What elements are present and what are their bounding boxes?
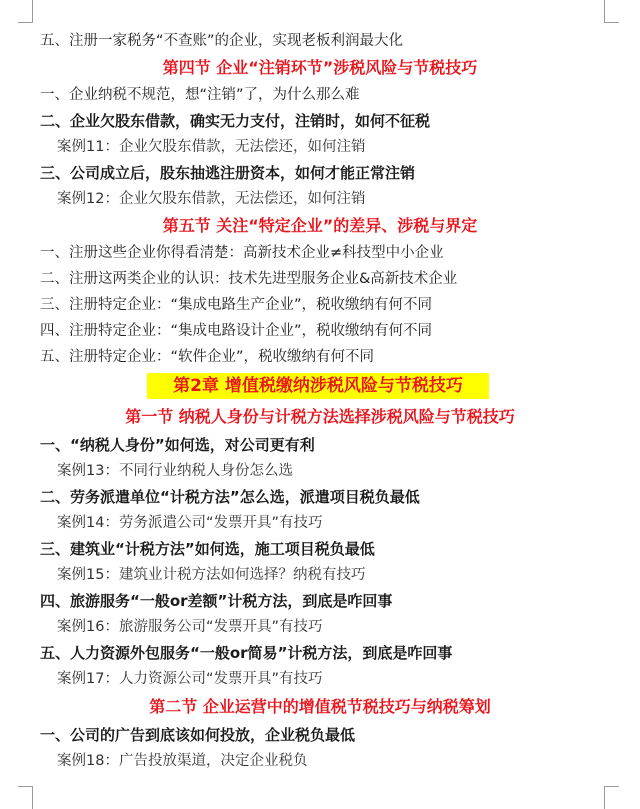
case-item: 案例13：不同行业纳税人身份怎么选: [57, 463, 293, 479]
crop-mark-bottom-right: [604, 786, 619, 809]
section-heading: 第五节 关注“特定企业”的差异、涉税与界定: [162, 216, 478, 235]
toc-item-bold: 二、企业欠股东借款，确实无力支付，注销时，如何不征税: [40, 112, 431, 130]
section-heading: 第四节 企业“注销环节”涉税风险与节税技巧: [162, 58, 478, 77]
toc-item: 一、注册这些企业你得看清楚：高新技术企业≠科技型中小企业: [40, 245, 444, 261]
toc-item-bold: 二、劳务派遣单位“计税方法”怎么选，派遣项目税负最低: [40, 488, 420, 506]
toc-item: 一、企业纳税不规范，想“注销”了，为什么那么难: [40, 87, 360, 103]
toc-item-bold: 一、“纳税人身份”如何选，对公司更有利: [40, 436, 315, 454]
toc-item: 五、注册一家税务“不查账”的企业，实现老板利润最大化: [40, 33, 404, 49]
case-item: 案例17：人力资源公司“发票开具”有技巧: [57, 671, 323, 687]
toc-item-bold: 三、建筑业“计税方法”如何选，施工项目税负最低: [40, 540, 375, 558]
toc-item-bold: 五、人力资源外包服务“一般or简易”计税方法，到底是咋回事: [40, 644, 453, 662]
toc-item-bold: 四、旅游服务“一般or差额”计税方法，到底是咋回事: [40, 592, 393, 610]
toc-item-bold: 一、公司的广告到底该如何投放，企业税负最低: [40, 726, 356, 744]
case-item: 案例16：旅游服务公司“发票开具”有技巧: [57, 619, 323, 635]
chapter-highlight: 第2章 增值税缴纳涉税风险与节税技巧: [147, 373, 489, 399]
crop-mark-top-left: [18, 0, 33, 23]
toc-item: 二、注册这两类企业的认识：技术先进型服务企业&高新技术企业: [40, 271, 458, 287]
crop-mark-top-right: [604, 0, 619, 23]
toc-item-bold: 三、公司成立后，股东抽逃注册资本，如何才能正常注销: [40, 164, 416, 182]
toc-item: 三、注册特定企业：“集成电路生产企业”，税收缴纳有何不同: [40, 297, 433, 313]
case-item: 案例12：企业欠股东借款，无法偿还，如何注销: [57, 191, 366, 207]
case-item: 案例11：企业欠股东借款，无法偿还，如何注销: [57, 139, 366, 155]
section-heading: 第一节 纳税人身份与计税方法选择涉税风险与节税技巧: [125, 407, 515, 426]
case-item: 案例15：建筑业计税方法如何选择？纳税有技巧: [57, 567, 366, 583]
case-item: 案例14：劳务派遣公司“发票开具”有技巧: [57, 515, 323, 531]
toc-item: 四、注册特定企业：“集成电路设计企业”，税收缴纳有何不同: [40, 323, 433, 339]
section-heading: 第二节 企业运营中的增值税节税技巧与纳税筹划: [149, 697, 491, 716]
case-item: 案例18：广告投放渠道，决定企业税负: [57, 753, 308, 769]
crop-mark-bottom-left: [18, 786, 33, 809]
chapter-heading: [0, 372, 640, 398]
toc-item: 五、注册特定企业：“软件企业”，税收缴纳有何不同: [40, 349, 375, 365]
